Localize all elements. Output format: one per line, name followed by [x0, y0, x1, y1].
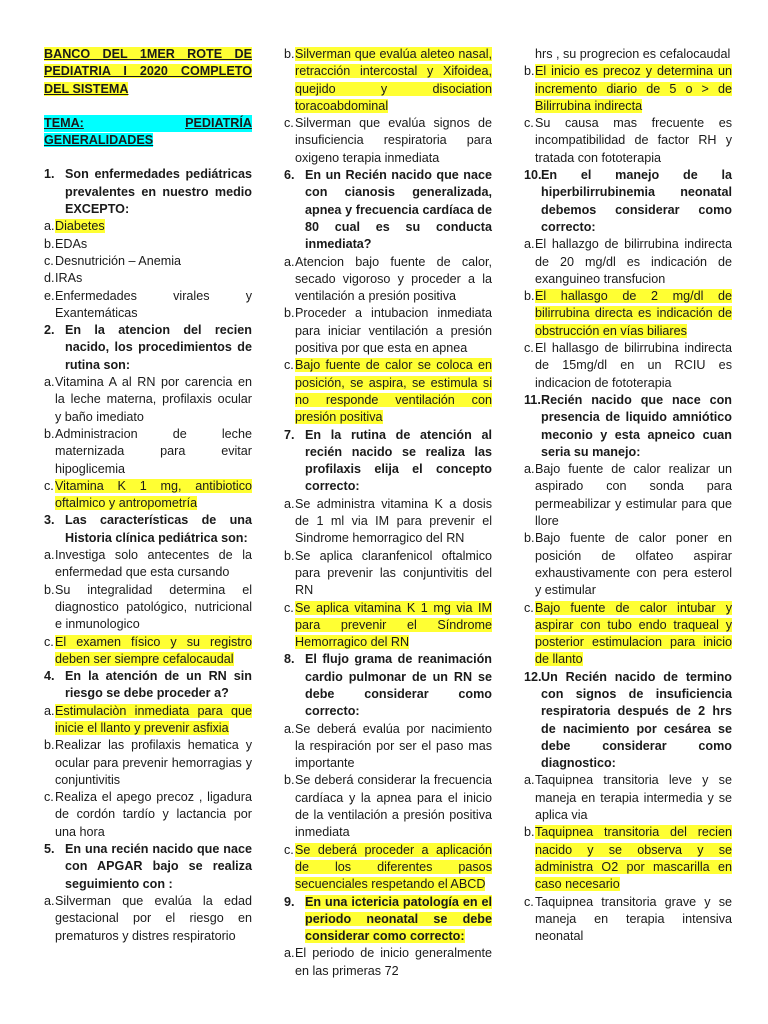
topic-value: PEDIATRÍA — [185, 115, 252, 130]
option-5b: b. Silverman que evalúa aleteo nasal, retracción intercostal y Xifoidea, quejido y disociation toracoabdominal — [284, 47, 492, 113]
option-11a: a. Bajo fuente de calor realizar un aspirado con sonda para permeabilizar y estimular para que llore — [524, 462, 732, 529]
topic-heading: TEMA: PEDIATRÍA GENERALIDADES — [44, 115, 252, 148]
option-3b: b. Su integralidad determina el diagnostico patológico, nutricional e inmunologico — [44, 582, 252, 632]
option-8a: a. Se deberá evalúa por nacimiento la respiración por ser el paso mas importante — [284, 721, 492, 771]
question-7: 7. En la rutina de atención al recién nacido se realiza las profilaxis elija el concepto correcto: — [284, 427, 492, 494]
option-9b: b. El inicio es precoz y determina un incremento diario de 5 o > de Bilirrubina indirecta — [524, 64, 732, 113]
option-9a: a. El periodo de inicio generalmente en las primeras 72 — [284, 946, 492, 978]
question-11: 11. Recién nacido que nace con presencia de liquido amniótico meconio y esta apneico cuan seria su manejo: — [524, 392, 732, 459]
option-11b: b. Bajo fuente de calor poner en posición de olfateo aspirar exhaustivamente con pera esterol y estimular — [524, 531, 732, 598]
option-12c: c. Taquipnea transitoria grave y se maneja en terapia intensiva neonatal — [524, 894, 732, 944]
option-12a: a. Taquipnea transitoria leve y se maneja en terapia intermedia y se aplica via — [524, 773, 732, 823]
option-2a: a. Vitamina A al RN por carencia en la leche materna, profilaxis ocular y baño imediato — [44, 375, 252, 424]
option-5a: a. Silverman que evalúa la edad gestacional por el riesgo en prematuros y distres respiratorio — [44, 893, 252, 943]
option-7b: b. Se aplica claranfenicol oftalmico para prevenir las conjuntivitis del RN — [284, 548, 492, 598]
option-6c: c. Bajo fuente de calor se coloca en posición, se aspira, se estimula si no responde ventilación con presión positiva — [284, 358, 492, 425]
option-1b: b. EDAs — [44, 236, 88, 251]
column-2 — [284, 46, 492, 980]
option-2c: c. Vitamina K 1 mg, antibiotico oftalmico y antropometría — [44, 478, 252, 511]
option-8c: c. Se deberá proceder a aplicación de los diferentes pasos secuenciales respetando el ABCD — [284, 842, 492, 892]
question-3: 3. Las características de una Historia clínica pediátrica son: — [44, 513, 252, 545]
question-8: 8. El flujo grama de reanimación cardio pulmonar de un RN se debe considerar como correcto: — [284, 652, 492, 719]
question-2: 2. En la atencion del recien nacido, los procedimientos de rutina son: — [44, 323, 252, 372]
option-8b: b. Se deberá considerar la frecuencia cardíaca y la apnea para el inicio de la ventilación a presión positiva inmediata — [284, 773, 492, 840]
option-5c: c. Silverman que evalúa signos de insuficiencia respiratoria para oxigeno terapia inmediata — [284, 116, 492, 165]
question-5: 5. En una recién nacido que nace con APGAR bajo se realiza seguimiento con : — [44, 842, 252, 891]
option-6b: b. Proceder a intubacion inmediata para iniciar ventilación a presión positiva por que esta en apnea — [284, 306, 492, 356]
option-1c: c. Desnutrición – Anemia — [44, 253, 182, 268]
option-9c: c. Su causa mas frecuente es incompatibilidad de factor RH y tratada con fototerapia — [524, 116, 732, 165]
document-title: BANCO DEL 1MER ROTE DE PEDIATRIA I 2020 COMPLETO DEL SISTEMA — [44, 47, 252, 96]
option-10a: a. El hallazgo de bilirrubina indirecta de 20 mg/dl es indicación de exanguineo transfucion — [524, 237, 732, 286]
option-3c: c. El examen físico y su registro deben ser siempre cefalocaudal — [44, 634, 252, 666]
question-4: 4. En la atención de un RN sin riesgo se debe proceder a? — [44, 669, 252, 701]
option-3a: a. Investiga solo antecentes de la enfermedad que esta cursando — [44, 548, 252, 580]
option-1d: d. IRAs — [44, 271, 83, 286]
option-10c: c. El hallasgo de bilirrubina indirecta de 15mg/dl en un RCIU es indicacion de fototerapia — [524, 341, 732, 390]
option-12b: b. Taquipnea transitoria del recien nacido y se observa y se administra O2 por mascarilla en caso necesario — [524, 825, 732, 892]
option-4c: c. Realiza el apego precoz , ligadura de cordón tardío y lactancia por una hora — [44, 790, 252, 839]
option-10b: b. El hallasgo de 2 mg/dl de bilirrubina directa es indicación de obstrucción en vías biliares — [524, 289, 732, 338]
option-7c: c. Se aplica vitamina K 1 mg via IM para prevenir el Síndrome Hemorragico del RN — [284, 600, 492, 650]
option-2b: b. Administracion de leche maternizada para evitar hipoglicemia — [44, 426, 252, 476]
question-12: 12. Un Recién nacido de termino con signos de insuficiencia respiratoria después de 2 hrs de nacimiento por cesárea se debe considerar como diagnostico: — [524, 669, 732, 771]
question-10: 10. En el manejo de la hiperbilirrubinemia neonatal debemos considerar como correcto: — [524, 168, 732, 234]
question-9: 9. En una ictericia patología en el periodo neonatal se debe considerar como correcto: — [284, 894, 492, 944]
question-1: 1. Son enfermedades pediátricas prevalentes en nuestro medio EXCEPTO: — [44, 167, 252, 217]
option-6a: a. Atencion bajo fuente de calor, secado vigoroso y proceder a la ventilación a presión positiva — [284, 254, 492, 304]
option-4b: b. Realizar las profilaxis hematica y ocular para prevenir hemorragias y conjuntivitis — [44, 738, 252, 787]
option-1a: a. Diabetes — [44, 219, 105, 234]
option-4a: a. Estimulaciòn inmediata para que inicie el llanto y prevenir asfixia — [44, 703, 252, 735]
column-3 — [524, 46, 732, 945]
column-1 — [44, 46, 252, 945]
option-11c: c. Bajo fuente de calor intubar y aspirar con tubo endo traqueal y posterior estimulacion para inicio de llanto — [524, 600, 732, 667]
option-9a-cont: hrs , su progrecion es cefalocaudal — [535, 47, 731, 61]
option-1e: e. Enfermedades virales y Exantemáticas — [44, 288, 252, 320]
option-7a: a. Se administra vitamina K a dosis de 1 ml via IM para prevenir el Sindrome hemorragico del RN — [284, 496, 492, 546]
question-6: 6. En un Recién nacido que nace con cianosis generalizada, apnea y frecuencia cardíaca de 80 cual es su conducta inmediata? — [284, 168, 492, 252]
